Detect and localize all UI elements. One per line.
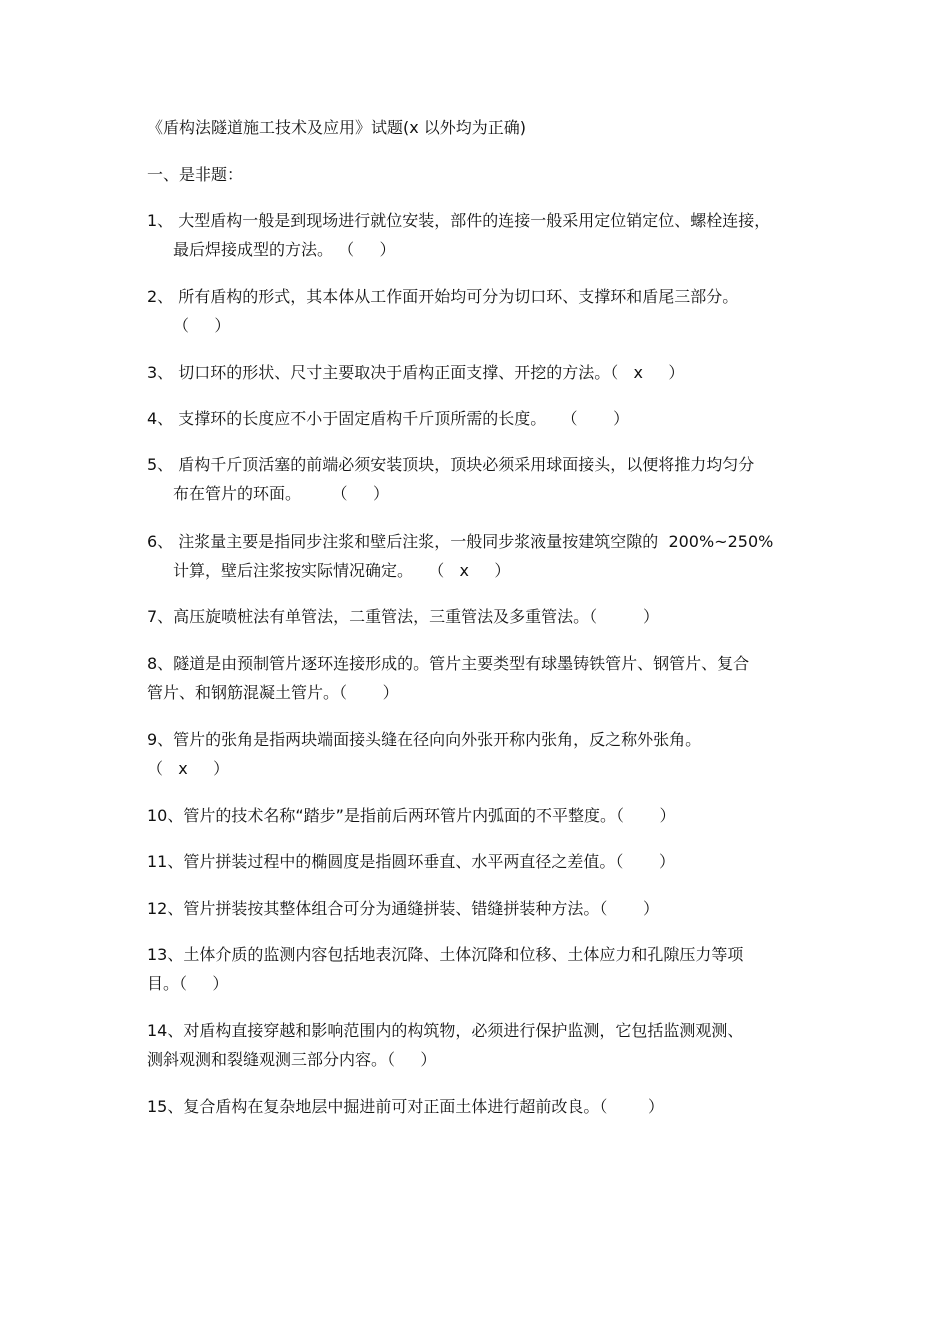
question-5-line-2: 布在管片的环面。 （ ） [173,484,389,503]
question-8-line-1: 8、隧道是由预制管片逐环连接形成的。管片主要类型有球墨铸铁管片、钢管片、复合 [147,654,750,673]
question-13-line-1: 13、土体介质的监测内容包括地表沉降、土体沉降和位移、土体应力和孔隙压力等项 [147,945,744,964]
question-4-line-1: 4、 支撑环的长度应不小于固定盾构千斤顶所需的长度。 （ ） [147,409,630,428]
question-1-line-1: 1、 大型盾构一般是到现场进行就位安装，部件的连接一般采用定位销定位、螺栓连接， [147,211,771,230]
question-6-line-2: 计算，壁后注浆按实际情况确定。 （ x ） [173,561,511,580]
section-heading: 一、是非题： [147,165,244,184]
document-title: 《盾构法隧道施工技术及应用》试题(x 以外均为正确) [147,118,527,137]
question-9-line-1: 9、管片的张角是指两块端面接头缝在径向向外张开称内张角，反之称外张角。 [147,730,702,749]
question-10-line-1: 10、管片的技术名称“踏步”是指前后两环管片内弧面的不平整度。（ ） [147,806,676,825]
question-1-line-2: 最后焊接成型的方法。 （ ） [173,240,396,259]
question-2-line-1: 2、 所有盾构的形式，其本体从工作面开始均可分为切口环、支撑环和盾尾三部分。 [147,287,739,306]
question-12-line-1: 12、管片拼装按其整体组合可分为通缝拼装、错缝拼装种方法。（ ） [147,899,659,918]
question-5-line-1: 5、 盾构千斤顶活塞的前端必须安装顶块，顶块必须采用球面接头，以便将推力均匀分 [147,455,755,474]
question-8-line-2: 管片、和钢筋混凝土管片。（ ） [147,683,399,702]
question-6-line-1: 6、 注浆量主要是指同步注浆和壁后注浆，一般同步浆液量按建筑空隙的 200%~250% [147,532,774,551]
question-7-line-1: 7、高压旋喷桩法有单管法，二重管法，三重管法及多重管法。（ ） [147,607,659,626]
question-11-line-1: 11、管片拼装过程中的椭圆度是指圆环垂直、水平两直径之差值。（ ） [147,852,675,871]
question-15-line-1: 15、复合盾构在复杂地层中掘进前可对正面土体进行超前改良。（ ） [147,1097,665,1116]
question-3-line-1: 3、 切口环的形状、尺寸主要取决于盾构正面支撑、开挖的方法。（ x ） [147,363,685,382]
question-2-line-2: （ ） [173,316,231,335]
question-14-line-1: 14、对盾构直接穿越和影响范围内的构筑物，必须进行保护监测，它包括监测观测、 [147,1021,744,1040]
question-14-line-2: 测斜观测和裂缝观测三部分内容。（ ） [147,1050,437,1069]
question-9-line-2: （ x ） [147,759,230,778]
question-13-line-2: 目。（ ） [147,974,229,993]
